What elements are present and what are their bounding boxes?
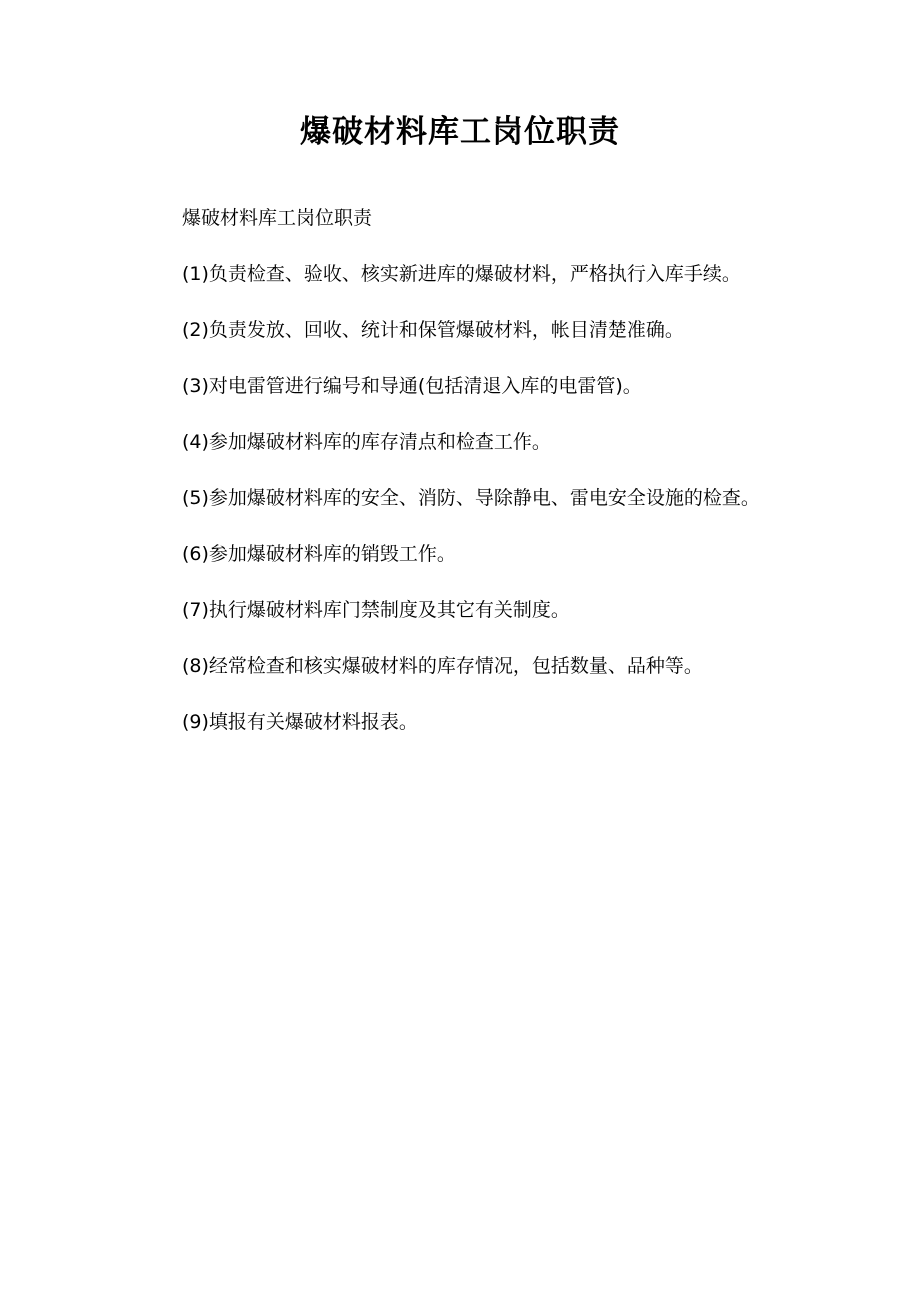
duty-item-6: (6)参加爆破材料库的销毁工作。 <box>182 543 456 565</box>
intro-paragraph: 爆破材料库工岗位职责 <box>182 207 373 229</box>
duty-item-7: (7)执行爆破材料库门禁制度及其它有关制度。 <box>182 599 570 621</box>
document-title: 爆破材料库工岗位职责 <box>300 114 620 150</box>
duty-item-9: (9)填报有关爆破材料报表。 <box>182 711 418 733</box>
document-body <box>140 190 785 750</box>
duty-item-3: (3)对电雷管进行编号和导通(包括清退入库的电雷管)。 <box>182 375 642 397</box>
duty-item-8: (8)经常检查和核实爆破材料的库存情况，包括数量、品种等。 <box>182 655 703 677</box>
duty-item-4: (4)参加爆破材料库的库存清点和检查工作。 <box>182 431 551 453</box>
duty-item-5: (5)参加爆破材料库的安全、消防、导除静电、雷电安全设施的检查。 <box>182 487 760 509</box>
duty-item-1: (1)负责检查、验收、核实新进库的爆破材料，严格执行入库手续。 <box>182 263 741 285</box>
duty-item-2: (2)负责发放、回收、统计和保管爆破材料，帐目清楚准确。 <box>182 319 684 341</box>
